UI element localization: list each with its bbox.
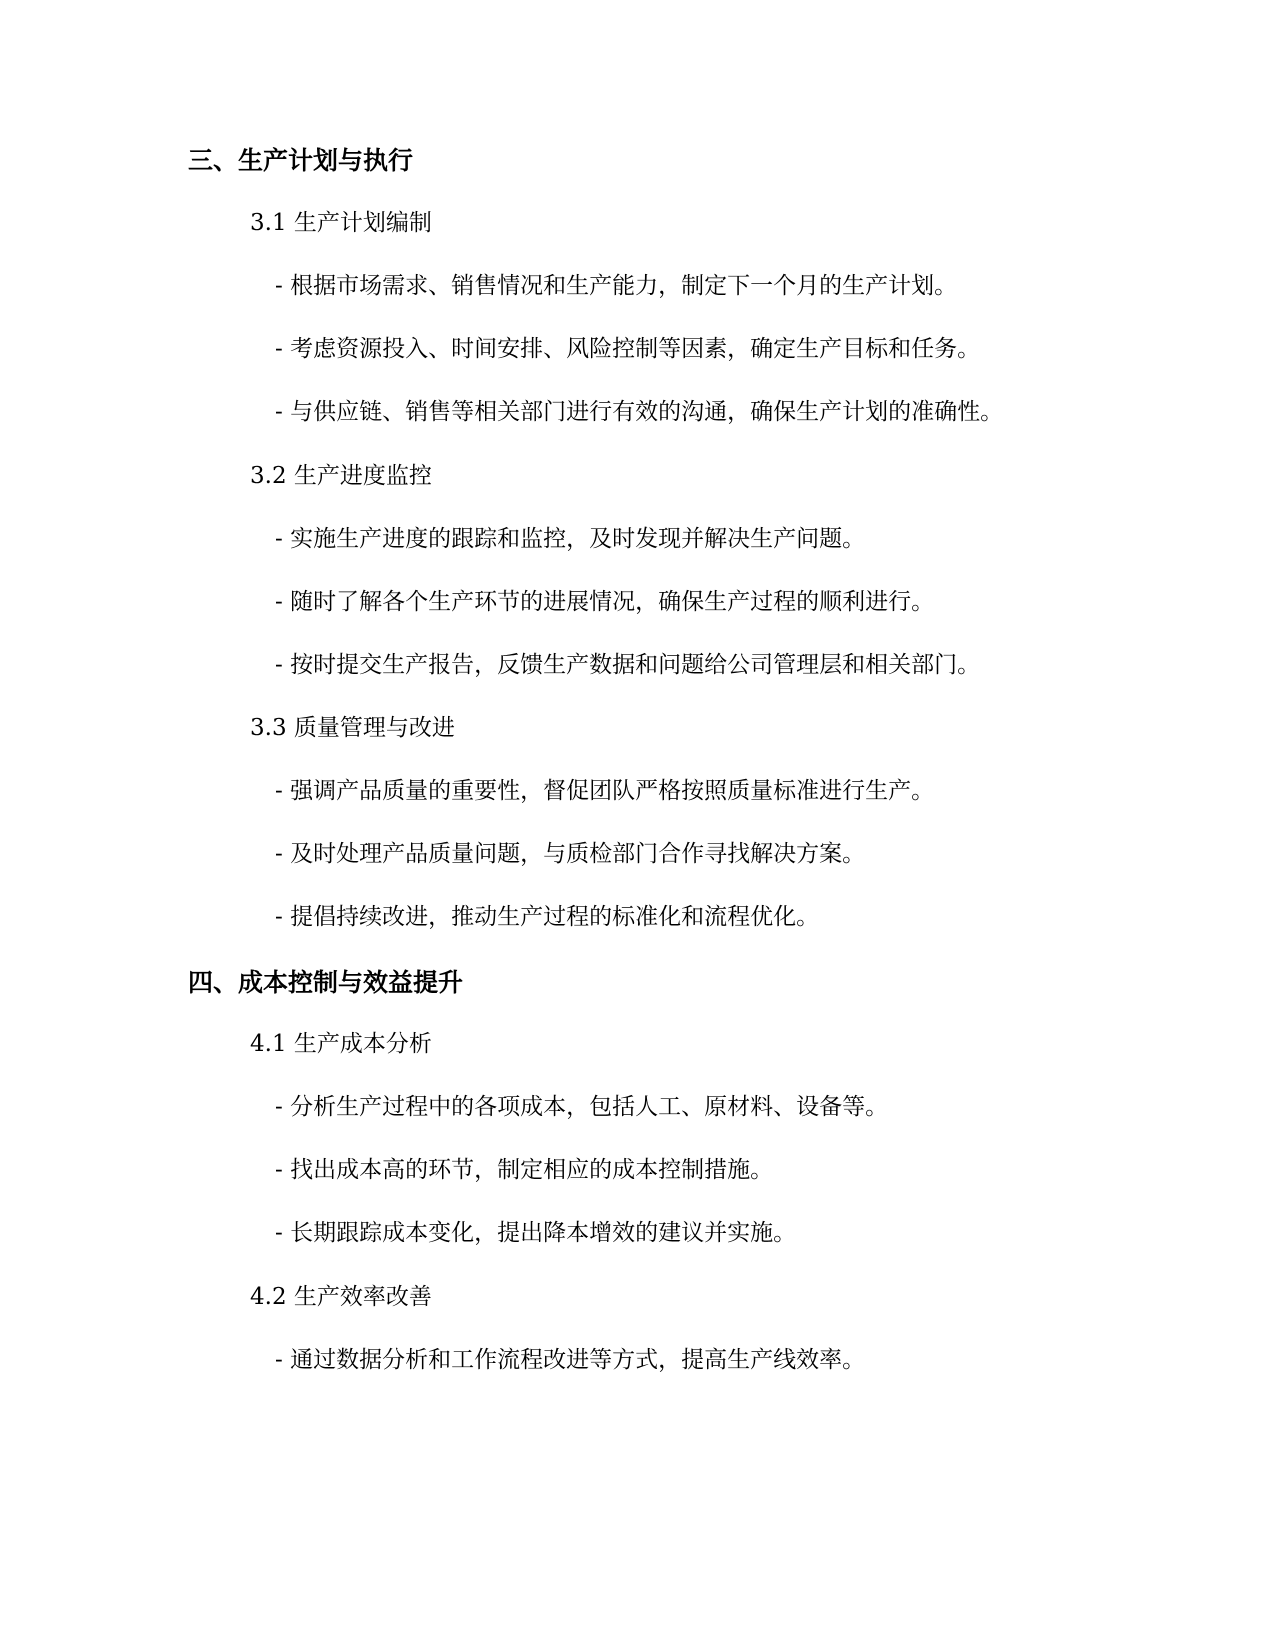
- subsection-heading: 3.3 质量管理与改进: [250, 715, 455, 741]
- subsection-heading: 3.1 生产计划编制: [250, 210, 432, 236]
- list-item: - 分析生产过程中的各项成本，包括人工、原材料、设备等。: [275, 1094, 889, 1120]
- subsection-heading: 4.1 生产成本分析: [250, 1031, 432, 1057]
- subsection-heading: 4.2 生产效率改善: [250, 1284, 432, 1310]
- list-item: - 长期跟踪成本变化，提出降本增效的建议并实施。: [275, 1220, 797, 1246]
- list-item: - 及时处理产品质量问题，与质检部门合作寻找解决方案。: [275, 841, 866, 867]
- list-item: - 找出成本高的环节，制定相应的成本控制措施。: [275, 1157, 774, 1183]
- list-item: - 考虑资源投入、时间安排、风险控制等因素，确定生产目标和任务。: [275, 336, 981, 362]
- section-heading: 四、成本控制与效益提升: [188, 968, 464, 997]
- list-item: - 提倡持续改进，推动生产过程的标准化和流程优化。: [275, 904, 820, 930]
- list-item: - 通过数据分析和工作流程改进等方式，提高生产线效率。: [275, 1347, 866, 1373]
- list-item: - 按时提交生产报告，反馈生产数据和问题给公司管理层和相关部门。: [275, 652, 981, 678]
- subsection-heading: 3.2 生产进度监控: [250, 463, 432, 489]
- list-item: - 强调产品质量的重要性，督促团队严格按照质量标准进行生产。: [275, 778, 935, 804]
- list-item: - 随时了解各个生产环节的进展情况，确保生产过程的顺利进行。: [275, 589, 935, 615]
- list-item: - 与供应链、销售等相关部门进行有效的沟通，确保生产计划的准确性。: [275, 399, 1004, 425]
- section-heading: 三、生产计划与执行: [188, 146, 414, 175]
- list-item: - 根据市场需求、销售情况和生产能力，制定下一个月的生产计划。: [275, 273, 958, 299]
- list-item: - 实施生产进度的跟踪和监控，及时发现并解决生产问题。: [275, 526, 866, 552]
